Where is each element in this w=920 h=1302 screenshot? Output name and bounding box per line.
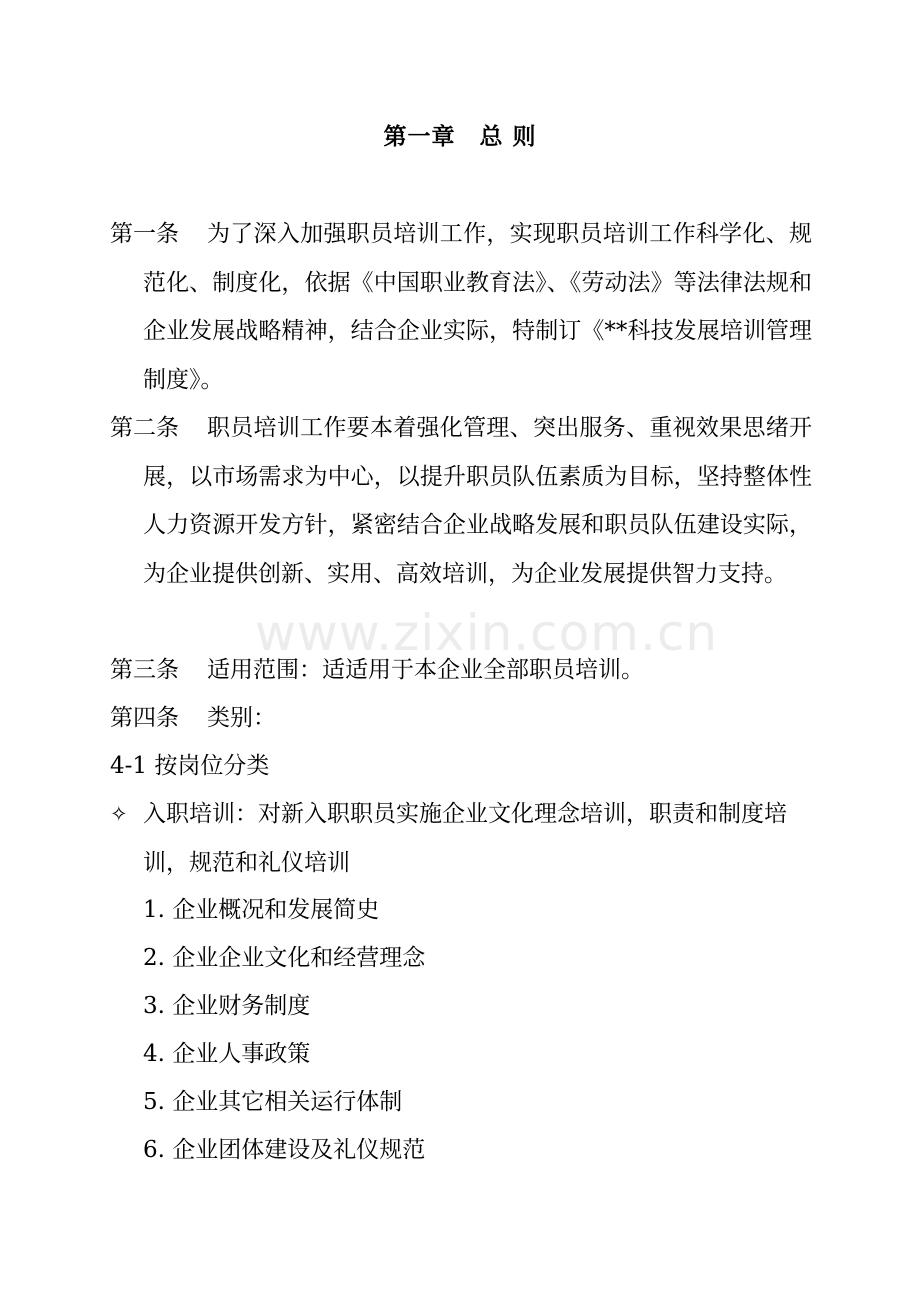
bullet-item <box>110 790 812 887</box>
list-item: 2. 企业企业文化和经营理念 <box>143 945 426 971</box>
list-item: 6. 企业团体建设及礼仪规范 <box>143 1137 426 1163</box>
article-content: 为了深入加强职员培训工作，实现职员培训工作科学化、规范化、制度化，依据《中国职业教育法》、《劳动法》等法律法规和企业发展战略精神，结合企业实际，特制订《**科技发展培训管理制度》。 <box>143 221 812 393</box>
article-label: 第三条 <box>110 657 179 683</box>
article-content: 职员培训工作要本着强化管理、突出服务、重视效果思绪开展，以市场需求为中心，以提升职员队伍素质为目标，坚持整体性人力资源开发方针，紧密结合企业战略发展和职员队伍建设实际，为企业提供创新、实用、高效培训，为企业发展提供智力支持。 <box>143 415 812 587</box>
article-2 <box>110 404 812 598</box>
list-item: 5. 企业其它相关运行体制 <box>143 1089 403 1115</box>
list-item: 4. 企业人事政策 <box>143 1041 311 1067</box>
list-item: 1. 企业概况和发展简史 <box>143 897 380 923</box>
article-content: 类别： <box>207 705 276 731</box>
watermark: www.zixin.com.cn <box>255 604 719 662</box>
article-label: 第二条 <box>110 415 179 441</box>
article-label: 第四条 <box>110 705 179 731</box>
article-3 <box>110 646 812 695</box>
bullet-text: 入职培训：对新入职职员实施企业文化理念培训，职责和制度培训，规范和礼仪培训 <box>143 801 787 876</box>
article-label: 第一条 <box>110 221 179 247</box>
list-item: 3. 企业财务制度 <box>143 993 311 1019</box>
chapter-title: 第一章 总 则 <box>383 124 537 150</box>
section-heading: 4-1 按岗位分类 <box>110 753 270 779</box>
article-4 <box>110 694 812 743</box>
diamond-bullet-icon: ✧ <box>110 802 128 826</box>
article-1 <box>110 210 812 404</box>
article-content: 适用范围：适适用于本企业全部职员培训。 <box>207 657 644 683</box>
